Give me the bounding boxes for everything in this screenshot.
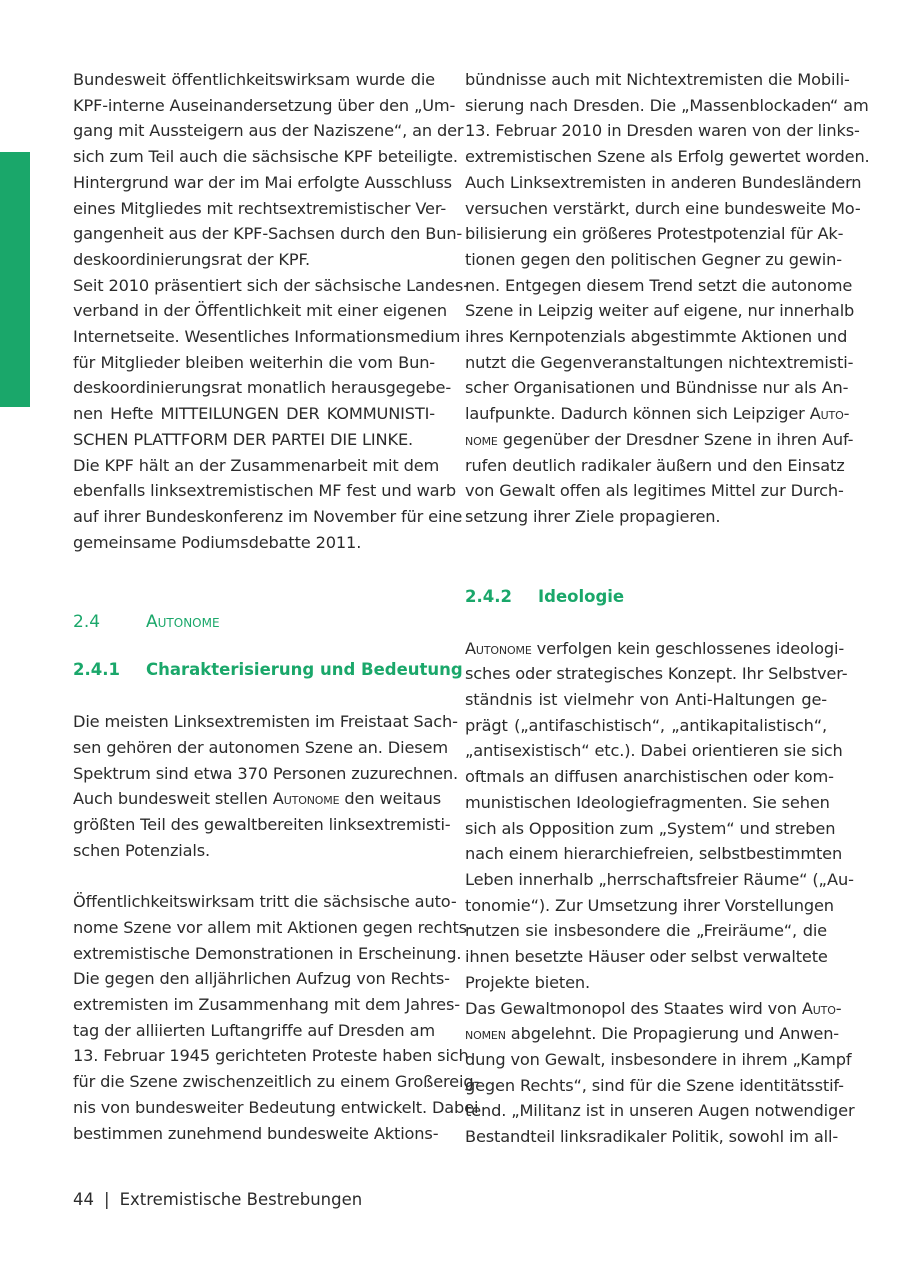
- text-line: Die KPF hält an der Zusammenarbeit mit dem: [73, 455, 440, 475]
- small-caps-term: Auto-: [809, 404, 850, 424]
- text-line: eines Mitgliedes mit rechtsextremistischer Ver-: [73, 198, 447, 218]
- text-line: [73, 786, 442, 812]
- text-line: „antisexistisch“ etc.). Dabei orientieren sie sich: [465, 741, 843, 761]
- text-line: nen Hefte MITTEILUNGEN DER KOMMUNISTI-: [73, 404, 435, 424]
- text-line: von Gewalt offen als legitimes Mittel zur Durch-: [465, 481, 844, 501]
- text-line: Leben innerhalb „herrschaftsfreier Räume“ („Au-: [465, 869, 854, 889]
- text-line: für Mitglieder bleiben weiterhin die vom Bun-: [73, 352, 435, 372]
- text-line: oftmals an diffusen anarchistischen oder kom-: [465, 767, 834, 787]
- text-line: für die Szene zwischenzeitlich zu einem Großereig-: [73, 1072, 480, 1092]
- text-line: rufen deutlich radikaler äußern und den Einsatz: [465, 455, 845, 475]
- text-line: Spektrum sind etwa 370 Personen zuzurechnen.: [73, 763, 459, 783]
- text-line: Öffentlichkeitswirksam tritt die sächsische auto-: [73, 892, 457, 912]
- text-line: nutzt die Gegenveranstaltungen nichtextremisti-: [465, 352, 854, 372]
- text-line: setzung ihrer Ziele propagieren.: [465, 506, 721, 526]
- paragraph-kpf-debate: [73, 67, 464, 273]
- left-column: [73, 67, 480, 1146]
- text-line: sen gehören der autonomen Szene an. Diesem: [73, 738, 448, 758]
- section-number: 2.4: [73, 612, 101, 633]
- text-span: Das Gewaltmonopol des Staates wird von: [465, 998, 802, 1018]
- subsection-number: 2.4.2: [465, 586, 512, 606]
- text-line: deskoordinierungsrat monatlich herausgegebe-: [73, 378, 452, 398]
- text-span: laufpunkte. Dadurch können sich Leipziger: [465, 404, 810, 424]
- text-line: deskoordinierungsrat der KPF.: [73, 249, 310, 269]
- text-line: munistischen Ideologiefragmenten. Sie sehen: [465, 792, 830, 812]
- text-line: Hintergrund war der im Mai erfolgte Ausschluss: [73, 172, 452, 192]
- text-line: [465, 427, 854, 453]
- text-line: prägt („antifaschistisch“, „antikapitalistisch“,: [465, 715, 827, 735]
- text-line: bestimmen zunehmend bundesweite Aktions-: [73, 1123, 439, 1143]
- text-line: extremisten im Zusammenhang mit dem Jahres-: [73, 995, 460, 1015]
- text-line: sich zum Teil auch die sächsische KPF beteiligte.: [73, 147, 458, 167]
- text-line: [465, 401, 850, 427]
- text-span: gegenüber der Dresdner Szene in ihren Auf-: [497, 429, 854, 449]
- paragraph-kpf-website: [73, 273, 469, 453]
- small-caps-term: Auto-: [801, 998, 842, 1018]
- running-title: Extremistische Bestrebungen: [119, 1190, 363, 1209]
- small-caps-term: Autonome: [272, 789, 340, 809]
- text-line: größten Teil des gewaltbereiten linksextremisti-: [73, 815, 451, 835]
- small-caps-term: nome: [465, 429, 498, 449]
- text-line: tonomie“). Zur Umsetzung ihrer Vorstellungen: [465, 895, 834, 915]
- text-line: ihnen besetzte Häuser oder selbst verwaltete: [465, 947, 828, 967]
- text-line: auf ihrer Bundeskonferenz im November für eine: [73, 506, 463, 526]
- text-line: verband in der Öffentlichkeit mit einer eigenen: [73, 301, 447, 321]
- subsection-title: Ideologie: [538, 586, 625, 606]
- paragraph-gewaltmonopol: [465, 996, 855, 1150]
- text-line: scher Organisationen und Bündnisse nur als An-: [465, 378, 849, 398]
- text-line: Seit 2010 präsentiert sich der sächsische Landes-: [73, 275, 469, 295]
- text-line: [465, 996, 842, 1022]
- text-line: bündnisse auch mit Nichtextremisten die Mobili-: [465, 70, 850, 89]
- text-line: tag der alliierten Luftangriffe auf Dresden am: [73, 1020, 435, 1040]
- text-line: Szene in Leipzig weiter auf eigene, nur innerhalb: [465, 301, 855, 321]
- subsection-number: 2.4.1: [73, 660, 120, 680]
- text-line: Bestandteil linksradikaler Politik, sowohl im all-: [465, 1127, 839, 1147]
- text-line: dung von Gewalt, insbesondere in ihrem „Kampf: [465, 1049, 852, 1069]
- text-line: bilisierung ein größeres Protestpotenzial für Ak-: [465, 224, 844, 244]
- text-line: tionen gegen den politischen Gegner zu gewin-: [465, 249, 842, 269]
- text-line: nutzen sie insbesondere die „Freiräume“, die: [465, 921, 827, 941]
- text-line: Die meisten Linksextremisten im Freistaat Sach-: [73, 712, 458, 732]
- text-line: Internetseite. Wesentliches Informationsmedium: [73, 327, 461, 347]
- footer-separator: |: [104, 1190, 110, 1209]
- chapter-marker-tab: [0, 152, 30, 407]
- text-line: [465, 1021, 839, 1047]
- paragraph-mobilisierung: [465, 67, 870, 530]
- subsection-title: Charakterisierung und Bedeutung: [146, 660, 463, 680]
- section-title: Autonome: [146, 612, 220, 633]
- text-line: gang mit Aussteigern aus der Naziszene“, an der: [73, 121, 464, 141]
- text-line: sierung nach Dresden. Die „Massenblockaden“ am: [465, 95, 869, 115]
- text-line: gangenheit aus der KPF-Sachsen durch den Bun-: [73, 224, 463, 244]
- text-line: Die gegen den alljährlichen Aufzug von Rechts-: [73, 969, 450, 989]
- subsection-heading-ideologie: [465, 584, 827, 610]
- paragraph-autonome-szene: [73, 709, 459, 863]
- small-caps-term: nomen: [465, 1024, 506, 1044]
- text-span: Auch bundesweit stellen: [73, 789, 273, 809]
- text-line: nen. Entgegen diesem Trend setzt die autonome: [465, 275, 853, 295]
- text-line: ihres Kernpotenzials abgestimmte Aktionen und: [465, 327, 848, 347]
- text-line: extremistische Demonstrationen in Erscheinung.: [73, 943, 462, 963]
- text-line: gegen Rechts“, sind für die Szene identitätsstif-: [465, 1075, 844, 1095]
- text-line: gemeinsame Podiumsdebatte 2011.: [73, 532, 362, 552]
- page-footer: [73, 1190, 362, 1209]
- text-line: tend. „Militanz ist in unseren Augen notwendiger: [465, 1101, 855, 1121]
- text-line: nach einem hierarchiefreien, selbstbestimmten: [465, 844, 843, 864]
- right-column: [465, 67, 870, 1150]
- text-line: schen Potenzials.: [73, 840, 211, 860]
- section-heading-autonome: [73, 609, 435, 635]
- text-line: ständnis ist vielmehr von Anti-Haltungen ge-: [465, 690, 827, 710]
- paragraph-protests: [73, 889, 480, 1146]
- text-line: SCHEN PLATTFORM DER PARTEI DIE LINKE.: [73, 429, 414, 449]
- text-span: abgelehnt. Die Propagierung und Anwen-: [505, 1024, 839, 1044]
- page-number: 44: [73, 1190, 94, 1209]
- text-line: sich als Opposition zum „System“ und streben: [465, 818, 836, 838]
- text-line: nome Szene vor allem mit Aktionen gegen rechts-: [73, 917, 473, 937]
- text-line: Auch Linksextremisten in anderen Bundesländern: [465, 172, 862, 192]
- paragraph-ideologie: [465, 636, 854, 996]
- text-line: 13. Februar 1945 gerichteten Proteste haben sich: [73, 1046, 469, 1066]
- text-line: versuchen verstärkt, durch eine bundesweite Mo-: [465, 198, 861, 218]
- text-span: den weitaus: [339, 789, 442, 809]
- text-line: nis von bundesweiter Bedeutung entwickelt. Dabei: [73, 1097, 479, 1117]
- small-caps-term: Autonome: [465, 638, 532, 658]
- text-span: verfolgen kein geschlossenes ideologi-: [531, 638, 845, 658]
- subsection-heading-charakterisierung: [73, 657, 463, 683]
- text-line: extremistischen Szene als Erfolg gewertet worden.: [465, 147, 870, 167]
- paragraph-kpf-cooperation: [73, 453, 463, 556]
- text-line: KPF-interne Auseinandersetzung über den „Um-: [73, 95, 456, 115]
- text-line: ebenfalls linksextremistischen MF fest und warb: [73, 481, 457, 501]
- text-line: 13. Februar 2010 in Dresden waren von der links-: [465, 121, 860, 141]
- text-line: Projekte bieten.: [465, 972, 591, 992]
- text-line: [465, 636, 845, 662]
- text-line: Bundesweit öffentlichkeitswirksam wurde die: [73, 70, 435, 89]
- text-line: sches oder strategisches Konzept. Ihr Selbstver-: [465, 664, 848, 684]
